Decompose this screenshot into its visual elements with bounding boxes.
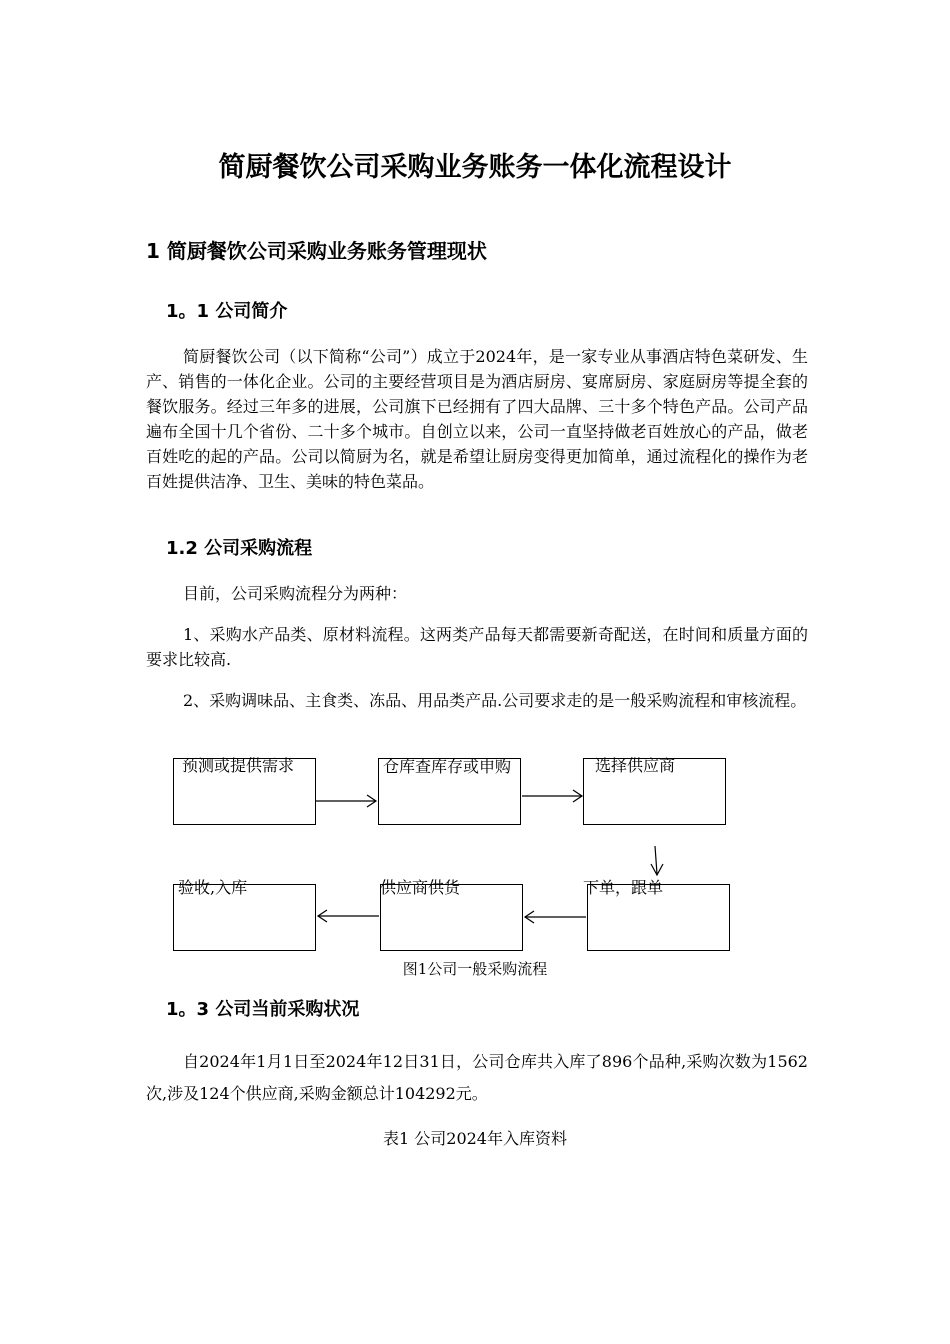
purchase-process-intro-paragraph: 目前，公司采购流程分为两种： [183,584,408,603]
flow-step-order: 下单，跟单 [583,878,664,897]
figure-caption: 图1公司一般采购流程 [402,960,548,978]
arrow-left-1 [525,911,586,923]
flow-step-supplier: 选择供应商 [595,756,676,775]
flow-step-receive: 验收,入库 [178,878,248,897]
section-heading: 1 简厨餐饮公司采购业务账务管理现状 [146,239,487,263]
arrow-left-2 [318,910,379,922]
flow-step-demand: 预测或提供需求 [182,756,295,775]
flow-step-supply: 供应商供货 [380,878,461,897]
current-status-paragraph: 自2024年1月1日至2024年12日31日，公司仓库共入库了896个品种,采购次数为1562次,涉及124个供应商,采购金额总计104292元。 [146,1052,808,1103]
subsection-heading-company-intro: 1。1 公司简介 [166,301,288,322]
company-intro-paragraph: 简厨餐饮公司（以下简称“公司”）成立于2024年，是一家专业从事酒店特色菜研发、生产、销售的一体化企业。公司的主要经营项目是为酒店厨房、宴席厨房、家庭厨房等提全套的餐饮服务。经过三年多的进展，公司旗下已经拥有了四大品牌、三十多个特色产品。公司产品遍布全国十几个省份、二十多个城市。自创立以来，公司一直坚持做老百姓放心的产品，做老百姓吃的起的产品。公司以简厨为名，就是希望让厨房变得更加简单，通过流程化的操作为老百姓提供洁净、卫生、美味的特色菜品。 [146,347,808,491]
table-caption: 表1 公司2024年入库资料 [383,1129,567,1148]
purchase-process-type1-paragraph: 1、采购水产品类、原材料流程。这两类产品每天都需要新奇配送，在时间和质量方面的要求比较高. [146,625,808,669]
purchase-process-type2-paragraph: 2、采购调味品、主食类、冻品、用品类产品.公司要求走的是一般采购流程和审核流程。 [183,691,807,710]
subsection-heading-purchase-process: 1.2 公司采购流程 [166,538,313,559]
arrow-right-1 [316,795,376,807]
flow-step-inventory: 仓库查库存或申购 [383,757,512,776]
subsection-heading-current-status: 1。3 公司当前采购状况 [166,999,360,1020]
arrow-right-2 [522,790,582,802]
document-title: 简厨餐饮公司采购业务账务一体化流程设计 [218,152,732,183]
